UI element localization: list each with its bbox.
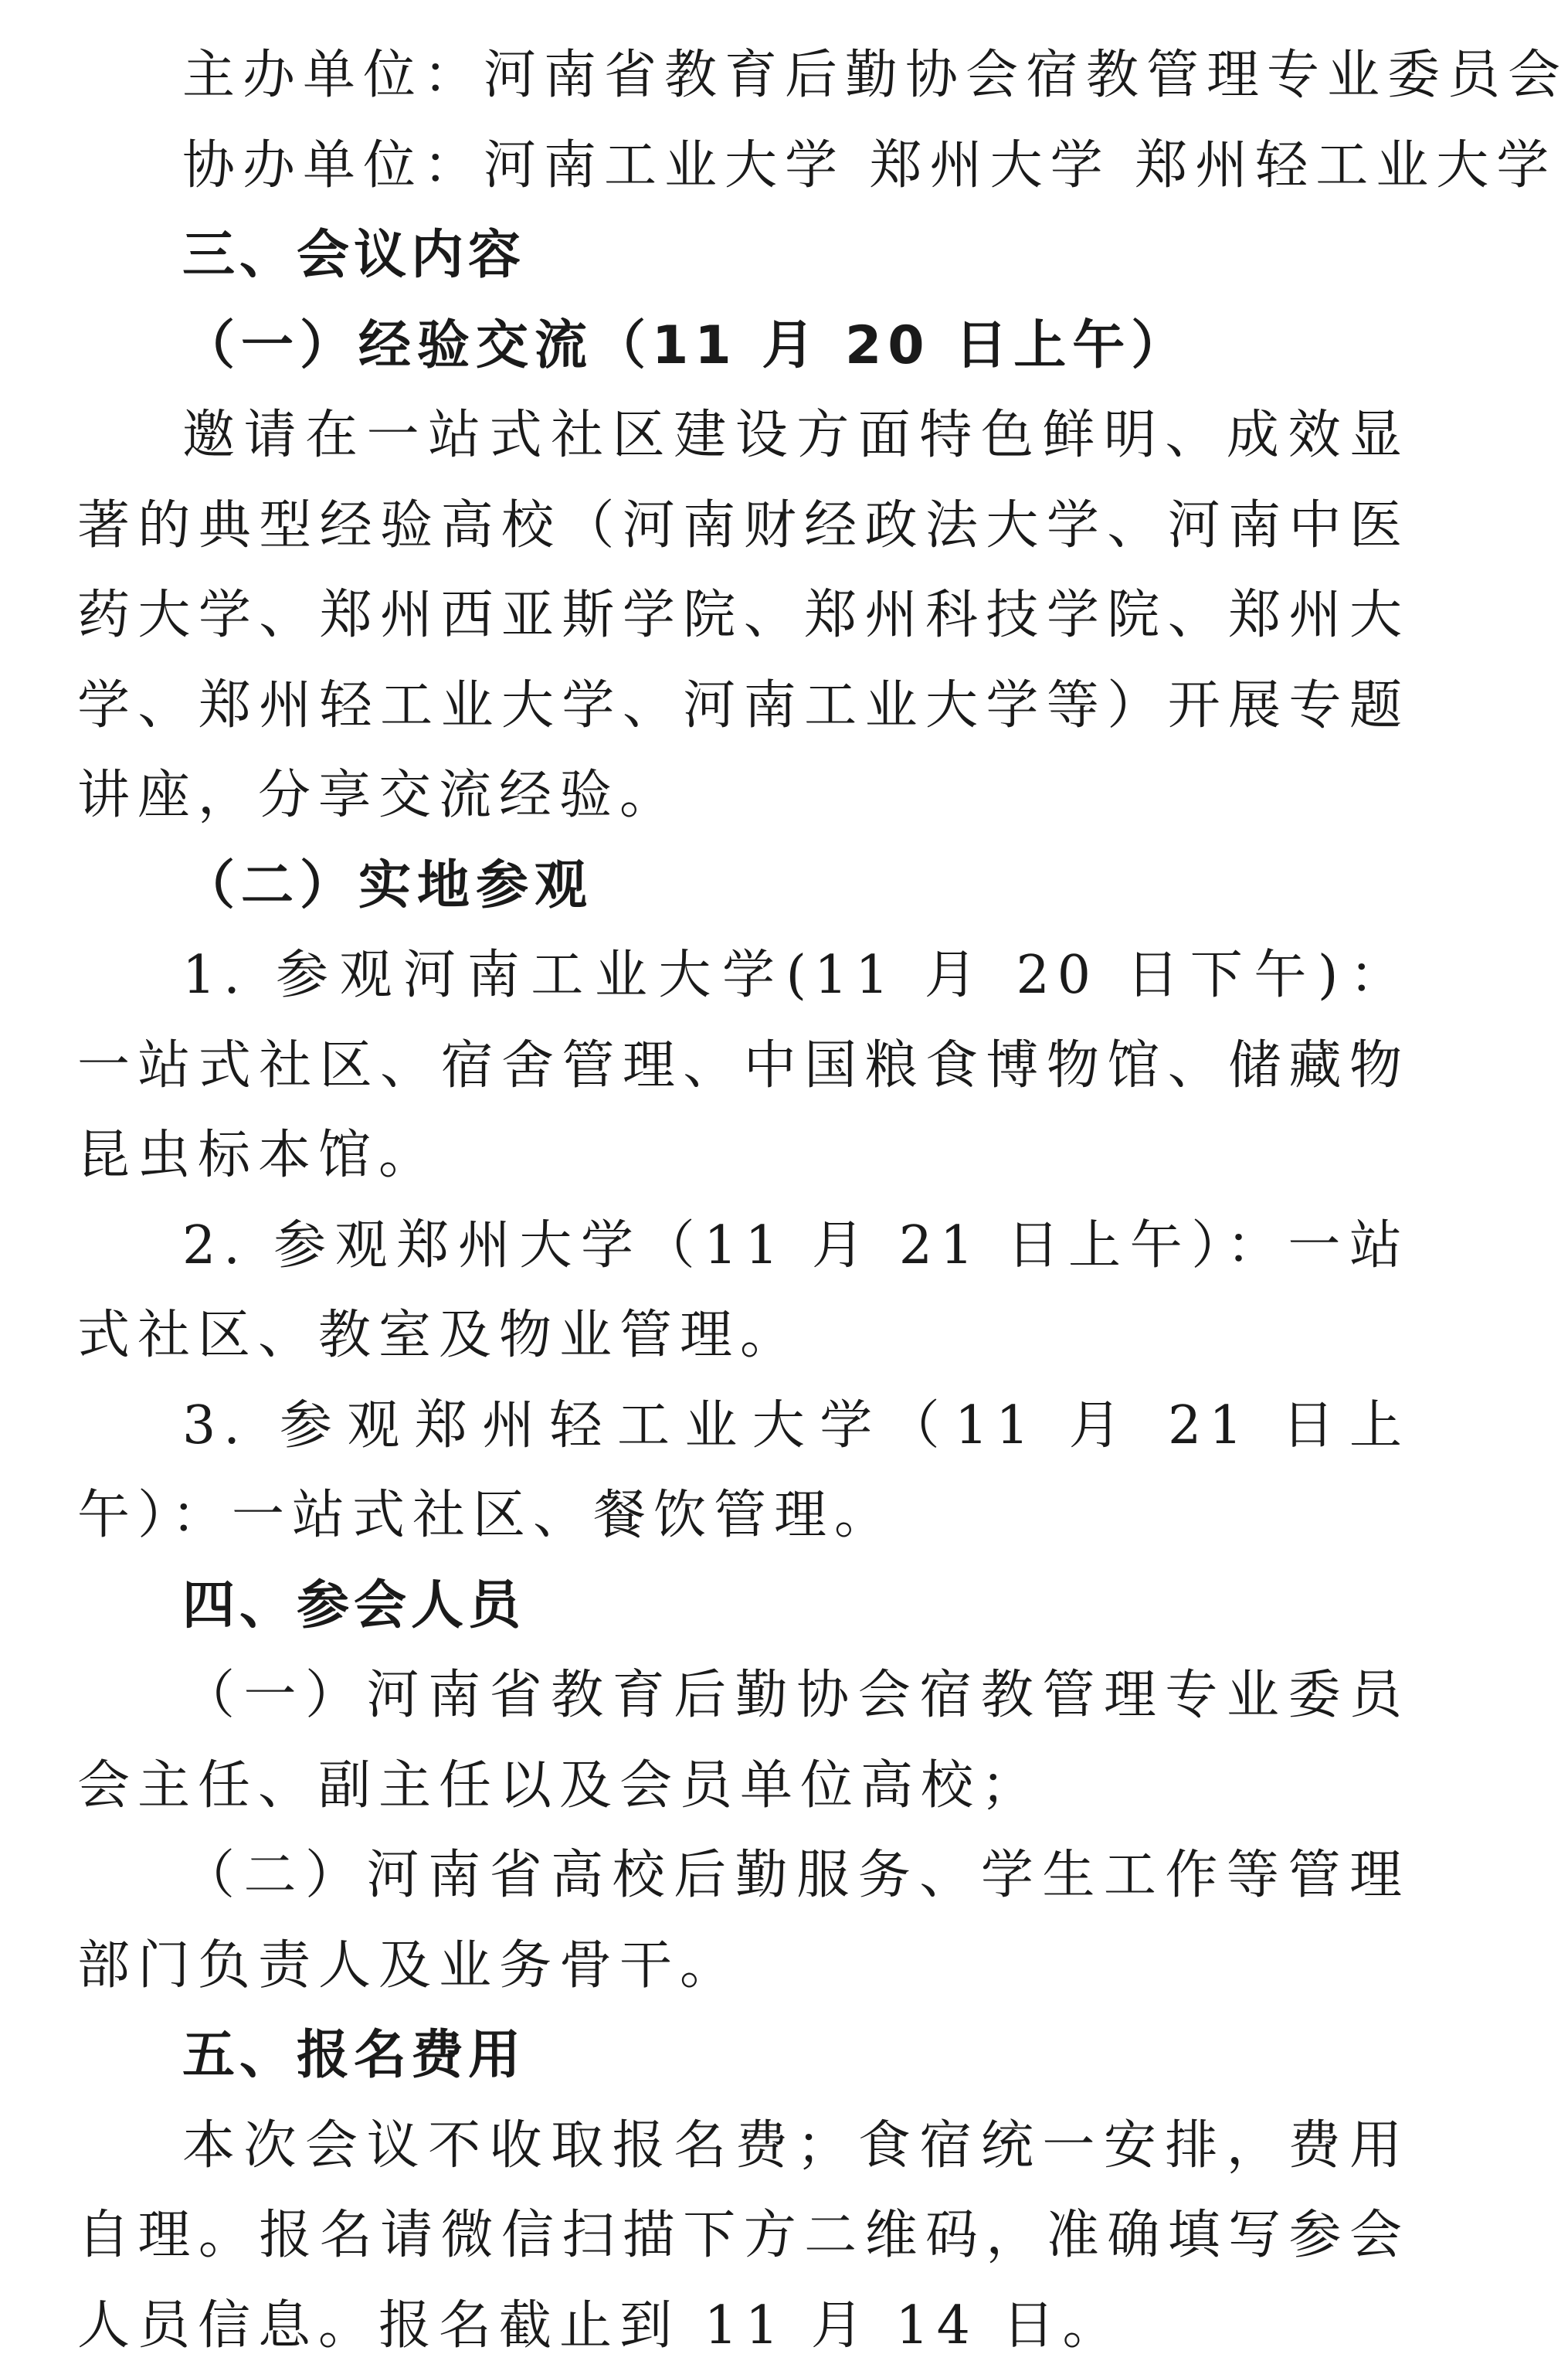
section-3-heading: 三、会议内容 (77, 211, 1410, 301)
section-5-heading: 五、报名费用 (77, 2011, 1410, 2101)
attendee-item-1: （一）河南省教育后勤协会宿教管理专业委员会主任、副主任以及会员单位高校； (77, 1651, 1410, 1831)
section-3-1-heading: （一）经验交流（11 月 20 日上午） (77, 301, 1410, 392)
host-organizer: 主办单位：河南省教育后勤协会宿教管理专业委员会 (77, 31, 1410, 121)
visit-item-3: 3. 参观郑州轻工业大学（11 月 21 日上午）：一站式社区、餐饮管理。 (77, 1381, 1410, 1561)
visit-item-2: 2. 参观郑州大学（11 月 21 日上午）：一站式社区、教室及物业管理。 (77, 1201, 1410, 1381)
section-5-body: 本次会议不收取报名费；食宿统一安排，费用自理。报名请微信扫描下方二维码，准确填写参会人员信息。报名截止到 11 月 14 日。 (77, 2101, 1410, 2371)
visit-item-1: 1. 参观河南工业大学(11 月 20 日下午)：一站式社区、宿舍管理、中国粮食博物馆、储藏物昆虫标本馆。 (77, 931, 1410, 1201)
co-host-organizer: 协办单位：河南工业大学 郑州大学 郑州轻工业大学 (77, 121, 1410, 212)
section-3-1-body: 邀请在一站式社区建设方面特色鲜明、成效显著的典型经验高校（河南财经政法大学、河南中医药大学、郑州西亚斯学院、郑州科技学院、郑州大学、郑州轻工业大学、河南工业大学等）开展专题讲座，分享交流经验。 (77, 391, 1410, 841)
section-3-2-heading: （二）实地参观 (77, 841, 1410, 932)
attendee-item-2: （二）河南省高校后勤服务、学生工作等管理部门负责人及业务骨干。 (77, 1831, 1410, 2011)
section-4-heading: 四、参会人员 (77, 1561, 1410, 1652)
